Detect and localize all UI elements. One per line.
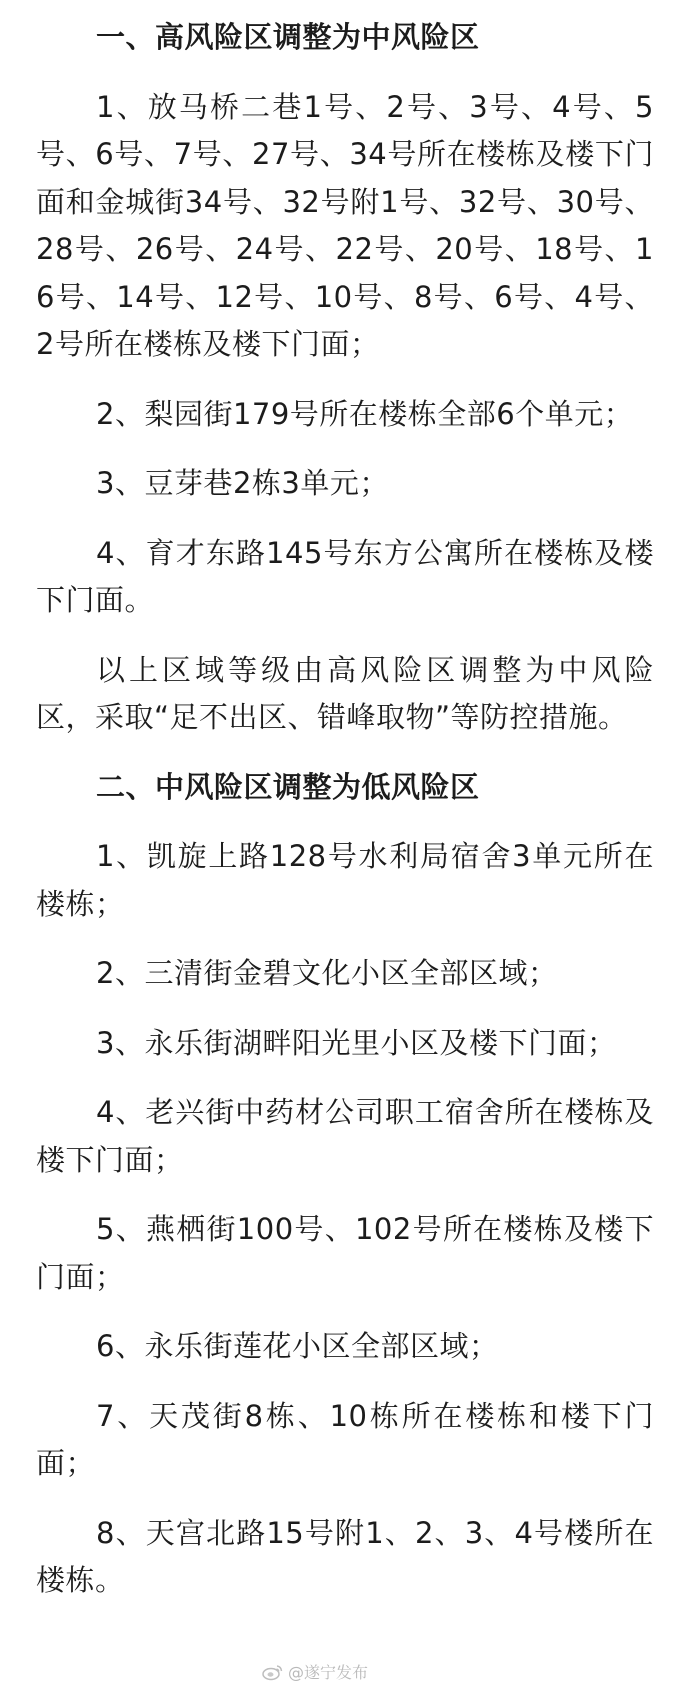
section-2-heading: 二、中风险区调整为低风险区: [96, 769, 480, 804]
section-2-item-8: 8、天宫北路15号附1、2、3、4号楼所在楼栋。: [36, 1515, 654, 1597]
section-2-item-6: 6、永乐街莲花小区全部区域；: [96, 1329, 499, 1363]
section-1-item-1: 1、放马桥二巷1号、2号、3号、4号、5号、6号、7号、27号、34号所在楼栋及楼下门面和金城街34号、32号附1号、32号、30号、28号、26号、24号、22号、20号、18号、16号、14号、12号、10号、8号、6号、4号、2号所在楼栋及楼下门面；: [36, 89, 654, 361]
section-1-heading: 一、高风险区调整为中风险区: [96, 20, 480, 54]
section-2-item-2: 2、三清街金碧文化小区全部区域；: [96, 956, 558, 990]
weibo-logo-icon: [262, 1663, 284, 1681]
section-1-note: 以上区域等级由高风险区调整为中风险区，采取“足不出区、错峰取物”等防控措施。: [36, 652, 654, 734]
watermark: [262, 1660, 368, 1683]
section-2-item-1: 1、凯旋上路128号水利局宿舍3单元所在楼栋；: [36, 839, 654, 921]
section-1-item-4: 4、育才东路145号东方公寓所在楼栋及楼下门面。: [36, 535, 654, 617]
section-2-item-5: 5、燕栖街100号、102号所在楼栋及楼下门面；: [36, 1212, 654, 1294]
section-2-item-3: 3、永乐街湖畔阳光里小区及楼下门面；: [96, 1025, 617, 1060]
section-1-item-2: 2、梨园街179号所在楼栋全部6个单元；: [96, 396, 634, 431]
section-2-item-4: 4、老兴街中药材公司职工宿舍所在楼栋及楼下门面；: [36, 1095, 654, 1177]
section-1-item-3: 3、豆芽巷2栋3单元；: [96, 466, 389, 500]
section-2-item-7: 7、天茂街8栋、10栋所在楼栋和楼下门面；: [36, 1398, 654, 1480]
watermark-text: @遂宁发布: [288, 1663, 369, 1682]
